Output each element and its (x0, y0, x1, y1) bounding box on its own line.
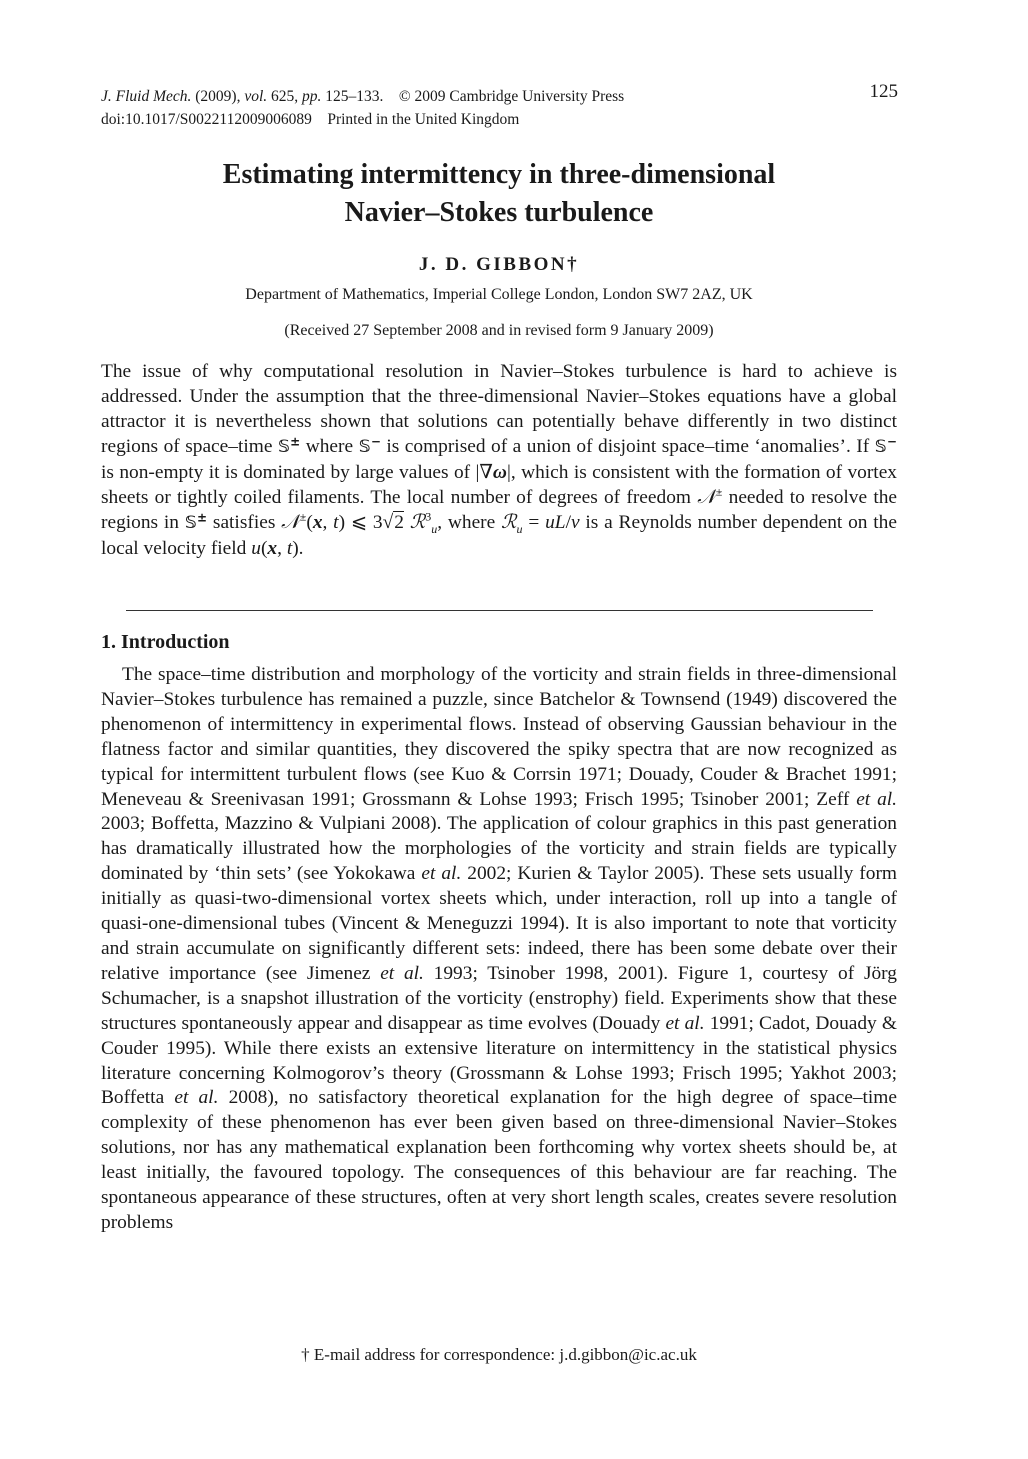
received-dates: (Received 27 September 2008 and in revised form 9 January 2009) (284, 322, 714, 339)
intro-paragraph (101, 663, 897, 1236)
abstract-text: . (298, 538, 304, 559)
math-s-pm: 𝕊± (277, 434, 301, 457)
volume-number: 625, (271, 88, 299, 105)
math-s-minus: 𝕊− (874, 434, 897, 457)
abstract (101, 359, 897, 561)
journal-year: (2009), (195, 88, 241, 105)
intro-text: 2008), no satisfactory theoretical explanation for the high degree of space–time complexity of these phenomenon has ever been given based on three-dimensional Navier–Stokes solutions, nor has any mathematical explanation been forthcoming why vortex sheets should be, at least initially, the favoured topology. The consequences of this behaviour are far reaching. The spontaneous appearance of these structures, often at very short length scales, creates severe resolution problems (101, 1087, 898, 1233)
et-al: et al. (665, 1012, 705, 1034)
et-al: et al. (174, 1087, 219, 1109)
math-velocity: u(x, t) (251, 538, 299, 559)
math-dof-bound: 𝒩±(x, t) ⩽ 3√2 ℛ$^3_u$ (281, 509, 438, 536)
math-n-pm: 𝒩± (697, 484, 723, 508)
doi-line (101, 108, 624, 131)
section-heading: 1. Introduction (101, 631, 230, 653)
title-line-1: Estimating intermittency in three-dimensional (222, 159, 776, 190)
copyright: © 2009 Cambridge University Press (398, 88, 625, 105)
abstract-divider (126, 610, 873, 611)
math-s-pm: 𝕊± (184, 510, 208, 533)
paper-title (100, 156, 898, 232)
page-range: 125–133. (325, 88, 384, 105)
abstract-text: is a Reynolds number dependent on the local velocity field (101, 512, 897, 559)
pages-label: pp. (302, 88, 322, 105)
math-omega: ω (492, 462, 507, 483)
printed-location: Printed in the United Kingdom (327, 111, 520, 128)
math-s-minus: 𝕊− (358, 434, 381, 457)
et-al: et al. (380, 962, 424, 984)
title-line-2: Navier–Stokes turbulence (344, 197, 654, 228)
et-al: et al. (856, 788, 897, 810)
abstract-text: |, which is consistent with the formation of vortex sheets or tightly coiled filaments. The local number of degrees of freedom (101, 462, 897, 508)
intro-text: 2003; Boffetta, Mazzino & Vulpiani 2008). The application of colour graphics in this past generation has dramatically illustrated how the morphologies of the vorticity and strain fields are typically dominated by ‘thin sets’ (see Yokokawa (101, 813, 897, 885)
abstract-text: is non-empty it is dominated by large values of |∇ (101, 462, 493, 483)
abstract-text: where (300, 436, 359, 457)
abstract-text: is comprised of a union of disjoint space–time ‘anomalies’. If (380, 436, 875, 457)
et-al: et al. (421, 863, 462, 885)
volume-label: vol. (244, 88, 268, 105)
citation-line (101, 85, 624, 108)
abstract-text: satisfies (207, 512, 282, 533)
abstract-text: , where (437, 512, 502, 533)
intro-text: The space–time distribution and morphology of the vorticity and strain fields in three-dimensional Navier–Stokes turbulence has remained a puzzle, since Batchelor & Townsend (1949) discovered the phenomenon of intermittency in experimental flows. Instead of observing Gaussian behaviour in the flatness factor and similar quantities, they discovered the spiky spectra that are now recognized as typical for intermittent turbulent flows (see Kuo & Corrsin 1971; Douady, Couder & Brachet 1991; Meneveau & Sreenivasan 1991; Grossmann & Lohse 1993; Frisch 1995; Tsinober 2001; Zeff (101, 664, 897, 810)
doi: doi:10.1017/S0022112009006089 (101, 111, 312, 128)
author-name: J. D. GIBBON† (418, 254, 580, 275)
intro-text: 1993; Tsinober 1998, 2001). Figure 1, courtesy of Jörg Schumacher, is a snapshot illustration of the vorticity (enstrophy) field. Experiments show that these structures spontaneously appear and disappear as time evolves (Douady (101, 962, 897, 1034)
journal-name: J. Fluid Mech. (101, 88, 192, 105)
intro-text: 1991; Cadot, Douady & Couder 1995). While there exists an extensive literature on intermittency in the statistical physics literature concerning Kolmogorov’s theory (Grossmann & Lohse 1993; Frisch 1995; Yakhot 2003; Boffetta (101, 1012, 897, 1109)
page-number: 125 (869, 81, 898, 102)
footnote: † E-mail address for correspondence: j.d.gibbon@ic.ac.uk (301, 1345, 697, 1364)
abstract-text: The issue of why computational resolution in Navier–Stokes turbulence is hard to achieve is addressed. Under the assumption that the three-dimensional Navier–Stokes equations have a global attractor it is nevertheless shown that solutions can potentially behave differently in two distinct regions of space–time (101, 361, 897, 457)
intro-text: 2002; Kurien & Taylor 2005). These sets usually form initially as quasi-two-dimensional vortex sheets which, under interaction, roll up into a tangle of quasi-one-dimensional tubes (Vincent & Meneguzzi 1994). It is also important to note that vorticity and strain accumulate on significantly different sets: indeed, there has been some debate over their relative importance (see Jimenez (101, 863, 897, 984)
author-affiliation: Department of Mathematics, Imperial College London, London SW7 2AZ, UK (245, 286, 753, 303)
math-reynolds: ℛ$_u$ = uL/ν (501, 512, 580, 536)
journal-header (101, 85, 624, 131)
abstract-text: needed to resolve the regions in (101, 487, 898, 533)
